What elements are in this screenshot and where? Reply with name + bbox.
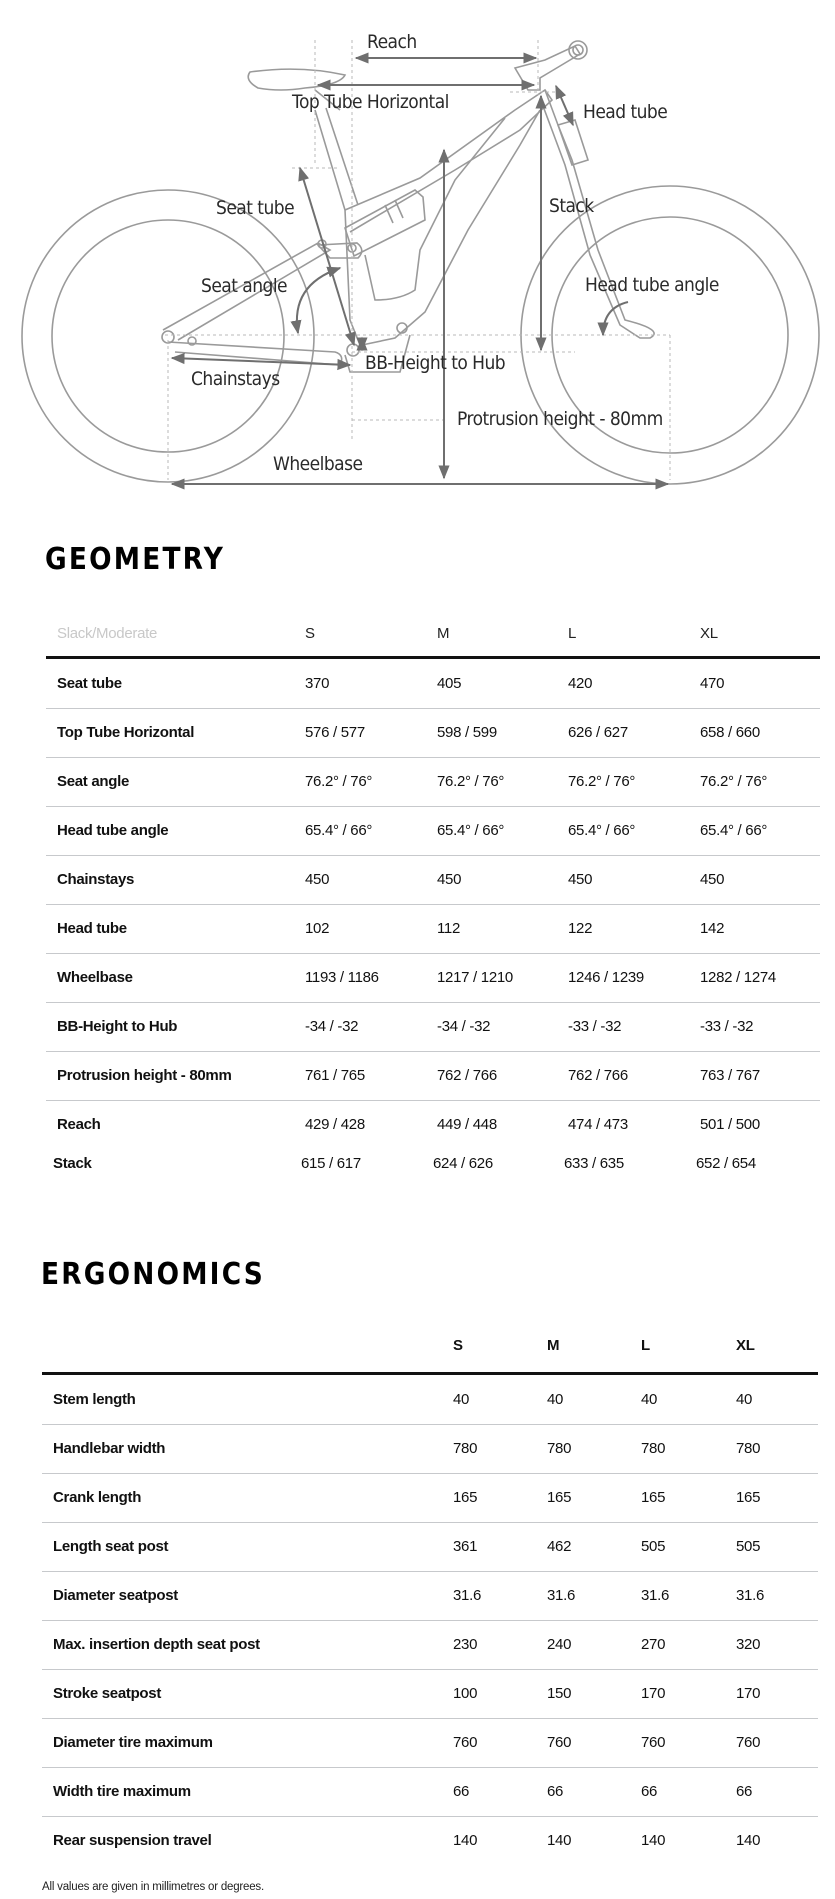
geometry-cell-m: 762 / 766 (437, 1067, 497, 1084)
ergonomics-cell-l: 165 (641, 1489, 666, 1506)
geometry-row-label: Wheelbase (57, 969, 133, 986)
geometry-row (0, 953, 835, 1002)
ergonomics-cell-l: 270 (641, 1636, 666, 1653)
geometry-header-size-l: L (568, 625, 577, 642)
ergonomics-cell-m: 66 (547, 1783, 564, 1800)
geometry-cell-s: 370 (305, 675, 330, 692)
geometry-cell-l: 65.4° / 66° (568, 822, 636, 839)
geometry-row-label: Seat angle (57, 773, 130, 790)
ergonomics-cell-s: 31.6 (453, 1587, 481, 1604)
geometry-cell-m: -34 / -32 (437, 1018, 491, 1035)
geometry-row-label: Reach (57, 1116, 101, 1133)
geometry-cell-xl: 1282 / 1274 (700, 969, 776, 986)
geometry-row-label: Chainstays (57, 871, 135, 888)
ergonomics-cell-xl: 320 (736, 1636, 761, 1653)
ergonomics-cell-s: 780 (453, 1440, 478, 1457)
geometry-cell-l: 762 / 766 (568, 1067, 628, 1084)
ergonomics-cell-l: 66 (641, 1783, 658, 1800)
geometry-cell-m: 449 / 448 (437, 1116, 497, 1133)
geometry-cell-xl: 658 / 660 (700, 724, 760, 741)
geometry-cell-m: 112 (437, 920, 461, 937)
geometry-cell-m: 76.2° / 76° (437, 773, 505, 790)
seat-tube-arrow (300, 168, 354, 345)
ergonomics-cell-l: 760 (641, 1734, 666, 1751)
geometry-cell-xl: 142 (700, 920, 725, 937)
geometry-cell-s: 615 / 617 (301, 1155, 361, 1172)
ergonomics-cell-xl: 780 (736, 1440, 761, 1457)
stem (515, 46, 580, 90)
ergonomics-cell-m: 462 (547, 1538, 572, 1555)
ergonomics-cell-s: 40 (453, 1391, 470, 1408)
ergonomics-row (0, 1669, 835, 1718)
ergonomics-row (0, 1522, 835, 1571)
ergonomics-row (0, 1620, 835, 1669)
ergonomics-cell-l: 780 (641, 1440, 666, 1457)
ergonomics-header-size-xl: XL (736, 1337, 755, 1354)
geometry-cell-m: 65.4° / 66° (437, 822, 505, 839)
geometry-cell-l: 122 (568, 920, 593, 937)
geometry-row-label: Head tube angle (57, 822, 169, 839)
ergonomics-row-label: Diameter seatpost (53, 1587, 178, 1604)
ergonomics-row-label: Rear suspension travel (53, 1832, 212, 1849)
ergonomics-cell-s: 100 (453, 1685, 478, 1702)
ergonomics-header-size-m: M (547, 1337, 560, 1354)
ergonomics-row (0, 1816, 835, 1865)
ergonomics-header-row (0, 1321, 835, 1370)
geometry-row (0, 708, 835, 757)
label-seat-tube: Seat tube (216, 197, 295, 219)
geometry-cell-m: 624 / 626 (433, 1155, 493, 1172)
ergonomics-cell-xl: 66 (736, 1783, 753, 1800)
geometry-cell-m: 405 (437, 675, 462, 692)
ergonomics-cell-xl: 31.6 (736, 1587, 764, 1604)
geometry-cell-xl: 652 / 654 (696, 1155, 756, 1172)
down-tube (362, 110, 540, 345)
ergonomics-cell-xl: 170 (736, 1685, 761, 1702)
geometry-cell-s: 102 (305, 920, 330, 937)
geometry-row-label: Top Tube Horizontal (57, 724, 195, 741)
ergonomics-header-size-s: S (453, 1337, 463, 1354)
ergonomics-cell-m: 150 (547, 1685, 572, 1702)
head-tube-arrow (556, 86, 573, 125)
ergonomics-row (0, 1424, 835, 1473)
geometry-cell-m: 1217 / 1210 (437, 969, 513, 986)
ergonomics-row-label: Handlebar width (53, 1440, 166, 1457)
geometry-cell-s: 429 / 428 (305, 1116, 365, 1133)
ergonomics-cell-m: 31.6 (547, 1587, 575, 1604)
geometry-cell-xl: -33 / -32 (700, 1018, 754, 1035)
rear-wheel-inner (52, 220, 284, 452)
ergonomics-cell-s: 66 (453, 1783, 470, 1800)
geometry-header-size-m: M (437, 625, 450, 642)
geometry-row-label: Stack (53, 1155, 92, 1172)
geometry-row (0, 757, 835, 806)
label-head-tube-angle: Head tube angle (585, 274, 719, 296)
geometry-row (0, 1002, 835, 1051)
geometry-header-size-s: S (305, 625, 315, 642)
ergonomics-cell-xl: 165 (736, 1489, 761, 1506)
geometry-cell-l: 474 / 473 (568, 1116, 628, 1133)
ergonomics-cell-s: 760 (453, 1734, 478, 1751)
geometry-cell-l: 1246 / 1239 (568, 969, 644, 986)
label-protrusion-height: Protrusion height - 80mm (457, 408, 663, 430)
geometry-cell-s: 76.2° / 76° (305, 773, 373, 790)
footnote: All values are given in millimetres or degrees. (42, 1881, 264, 1893)
ergonomics-row-label: Diameter tire maximum (53, 1734, 213, 1751)
geometry-row (0, 904, 835, 953)
geometry-cell-m: 450 (437, 871, 462, 888)
label-bb-height: BB-Height to Hub (365, 352, 506, 374)
geometry-cell-s: -34 / -32 (305, 1018, 359, 1035)
ergonomics-cell-m: 140 (547, 1832, 572, 1849)
label-chainstays: Chainstays (191, 368, 280, 390)
ergonomics-row-label: Stroke seatpost (53, 1685, 162, 1702)
geometry-cell-xl: 763 / 767 (700, 1067, 760, 1084)
ergonomics-cell-l: 140 (641, 1832, 666, 1849)
geometry-row (0, 1051, 835, 1100)
geometry-cell-s: 1193 / 1186 (305, 969, 379, 986)
geometry-cell-l: 420 (568, 675, 593, 692)
ergonomics-row (0, 1473, 835, 1522)
ergonomics-cell-l: 40 (641, 1391, 658, 1408)
label-wheelbase: Wheelbase (273, 453, 363, 475)
geometry-cell-m: 598 / 599 (437, 724, 497, 741)
ergonomics-cell-s: 361 (453, 1538, 478, 1555)
geometry-cell-xl: 76.2° / 76° (700, 773, 768, 790)
geometry-header-row (0, 609, 835, 658)
ergonomics-cell-xl: 140 (736, 1832, 761, 1849)
geometry-cell-xl: 450 (700, 871, 725, 888)
geometry-header-label: Slack/Moderate (57, 625, 158, 642)
ergonomics-cell-m: 240 (547, 1636, 572, 1653)
ergonomics-row (0, 1571, 835, 1620)
geometry-cell-l: 633 / 635 (564, 1155, 624, 1172)
geometry-row-label: Head tube (57, 920, 127, 937)
geometry-row-label: BB-Height to Hub (57, 1018, 178, 1035)
geometry-cell-s: 761 / 765 (305, 1067, 365, 1084)
ergonomics-cell-l: 31.6 (641, 1587, 669, 1604)
geometry-cell-s: 576 / 577 (305, 724, 365, 741)
geometry-row (0, 659, 835, 708)
ergonomics-row-label: Crank length (53, 1489, 142, 1506)
ergonomics-row-label: Stem length (53, 1391, 136, 1408)
ergonomics-cell-xl: 505 (736, 1538, 761, 1555)
ergonomics-header-size-l: L (641, 1337, 650, 1354)
geometry-row (0, 1139, 835, 1188)
saddle (248, 69, 345, 90)
geometry-cell-l: 450 (568, 871, 593, 888)
ergonomics-cell-l: 505 (641, 1538, 666, 1555)
label-reach: Reach (367, 31, 417, 53)
geometry-header-size-xl: XL (700, 625, 718, 642)
ergonomics-row-label: Length seat post (53, 1538, 169, 1555)
geometry-title: GEOMETRY (45, 542, 226, 577)
label-top-tube-horizontal: Top Tube Horizontal (292, 91, 449, 113)
ergonomics-cell-m: 165 (547, 1489, 572, 1506)
geometry-row-label: Seat tube (57, 675, 122, 692)
label-head-tube: Head tube (583, 101, 668, 123)
geometry-row (0, 855, 835, 904)
ergonomics-cell-m: 780 (547, 1440, 572, 1457)
ergonomics-cell-s: 230 (453, 1636, 478, 1653)
geometry-cell-xl: 65.4° / 66° (700, 822, 768, 839)
ergonomics-row-label: Max. insertion depth seat post (53, 1636, 260, 1653)
ergonomics-cell-s: 165 (453, 1489, 478, 1506)
ergonomics-cell-s: 140 (453, 1832, 478, 1849)
geometry-row (0, 806, 835, 855)
bike-geometry-diagram (0, 0, 835, 500)
ergonomics-row-label: Width tire maximum (53, 1783, 191, 1800)
geometry-cell-l: 626 / 627 (568, 724, 628, 741)
geometry-cell-xl: 501 / 500 (700, 1116, 760, 1133)
label-seat-angle: Seat angle (201, 275, 288, 297)
label-stack: Stack (549, 195, 594, 217)
ergonomics-title: ERGONOMICS (41, 1257, 265, 1292)
ergonomics-cell-m: 40 (547, 1391, 564, 1408)
ergonomics-row (0, 1375, 835, 1424)
geometry-row-label: Protrusion height - 80mm (57, 1067, 232, 1084)
geometry-cell-s: 450 (305, 871, 330, 888)
bike-illustration (0, 0, 835, 500)
geometry-cell-l: -33 / -32 (568, 1018, 622, 1035)
geometry-cell-l: 76.2° / 76° (568, 773, 636, 790)
ergonomics-cell-xl: 40 (736, 1391, 753, 1408)
geometry-cell-xl: 470 (700, 675, 725, 692)
ergonomics-cell-m: 760 (547, 1734, 572, 1751)
geometry-cell-s: 65.4° / 66° (305, 822, 373, 839)
ergonomics-row (0, 1718, 835, 1767)
ergonomics-row (0, 1767, 835, 1816)
ergonomics-cell-xl: 760 (736, 1734, 761, 1751)
ergonomics-cell-l: 170 (641, 1685, 666, 1702)
